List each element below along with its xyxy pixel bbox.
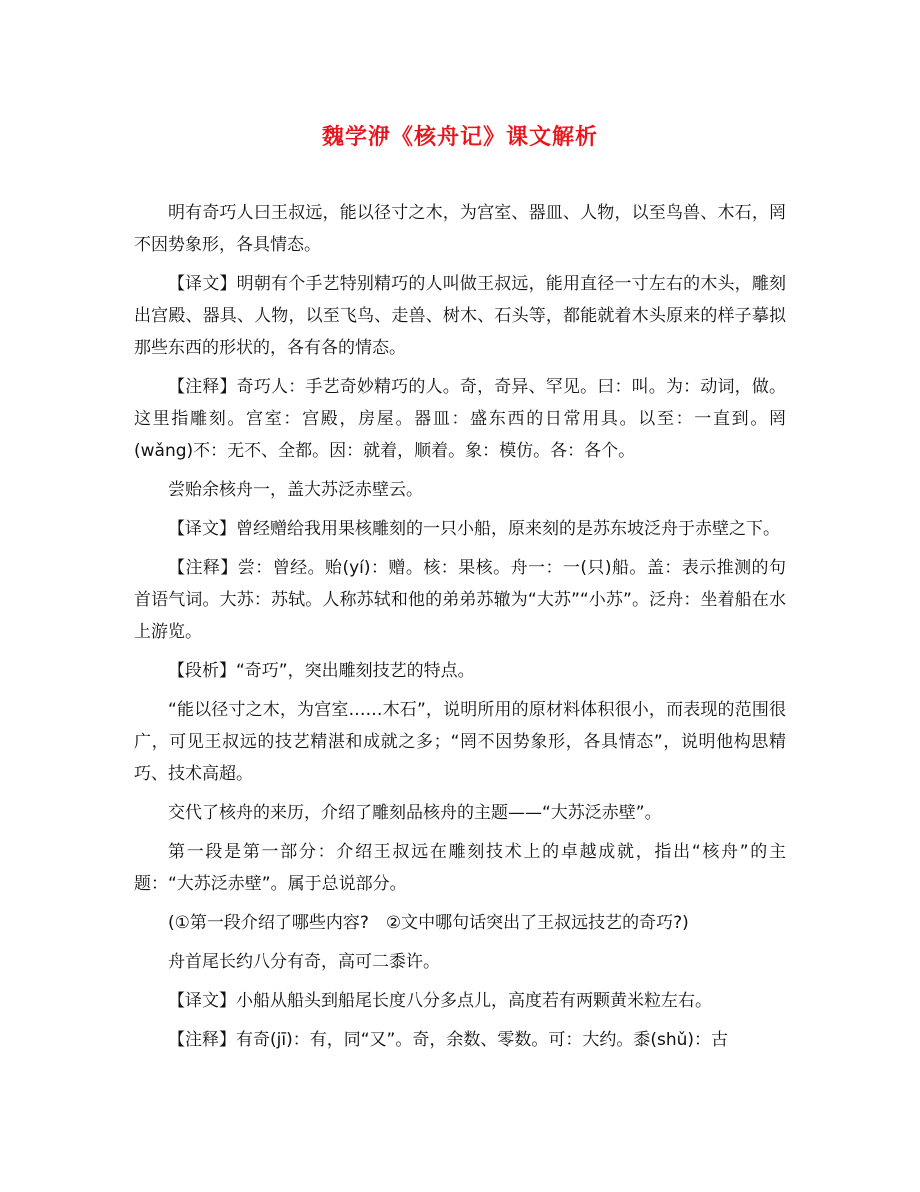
document-body (134, 197, 786, 1063)
paragraph-translation-2: 【译文】曾经赠给我用果核雕刻的一只小船，原来刻的是苏东坡泛舟于赤壁之下。 (168, 519, 780, 539)
document-title: 魏学洢《核舟记》课文解析 (321, 124, 598, 150)
paragraph-analysis: 【段析】“奇巧”，突出雕刻技艺的特点。 (168, 661, 475, 681)
paragraph-original-text-1: 明有奇巧人曰王叔远，能以径寸之木，为宫室、器皿、人物，以至鸟兽、木石，罔不因势象形，各具情态。 (134, 203, 786, 255)
paragraph-notes-2: 【注释】尝：曾经。贻(yí)：赠。核：果核。舟一：一(只)船。盖：表示推测的句首语气词。大苏：苏轼。人称苏轼和他的弟弟苏辙为“大苏”“小苏”。泛舟：坐着船在水上游览。 (134, 558, 786, 642)
paragraph-translation-1: 【译文】明朝有个手艺特别精巧的人叫做王叔远，能用直径一寸左右的木头，雕刻出宫殿、器具、人物，以至飞鸟、走兽、树木、石头等，都能就着木头原来的样子摹拟那些东西的形状的，各有各的情态。 (134, 274, 786, 358)
paragraph-notes-1: 【注释】奇巧人：手艺奇妙精巧的人。奇，奇异、罕见。曰：叫。为：动词，做。这里指雕刻。宫室：宫殿，房屋。器皿：盛东西的日常用具。以至：一直到。罔(wǎng)不：无不、全都。因：就着，顺着。象：模仿。各：各个。 (134, 377, 786, 461)
paragraph-translation-3: 【译文】小船从船头到船尾长度八分多点儿，高度若有两颗黄米粒左右。 (168, 991, 712, 1011)
paragraph-questions: (①第一段介绍了哪些内容? ②文中哪句话突出了王叔远技艺的奇巧?) (168, 913, 689, 933)
paragraph-original-text-2: 尝贻余核舟一，盖大苏泛赤壁云。 (168, 480, 423, 500)
paragraph-notes-3: 【注释】有奇(jī)：有，同“又”。奇，余数、零数。可：大约。黍(shǔ)：古 (168, 1030, 728, 1050)
paragraph-part-one-summary: 第一段是第一部分：介绍王叔远在雕刻技术上的卓越成就，指出“核舟”的主题：“大苏泛赤壁”。属于总说部分。 (134, 842, 786, 894)
paragraph-origin-summary: 交代了核舟的来历，介绍了雕刻品核舟的主题——“大苏泛赤壁”。 (168, 803, 662, 823)
paragraph-original-text-3: 舟首尾长约八分有奇，高可二黍许。 (168, 952, 440, 972)
paragraph-analysis-detail: “能以径寸之木，为宫室……木石”，说明所用的原材料体积很小，而表现的范围很广，可见王叔远的技艺精湛和成就之多；“罔不因势象形，各具情态”，说明他构思精巧、技术高超。 (134, 700, 786, 784)
